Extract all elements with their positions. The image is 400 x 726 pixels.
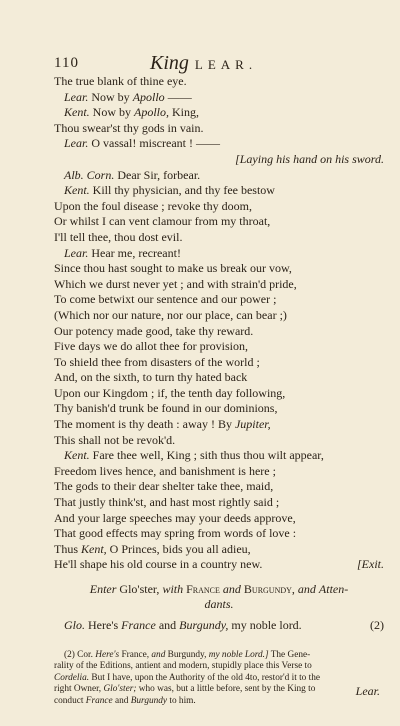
exit-direction: [Exit.: [357, 557, 384, 572]
note-marker: (2): [370, 618, 384, 632]
verse-line: Thus Kent, O Princes, bids you all adieu,: [54, 541, 251, 556]
verse-line: To come betwixt our sentence and our power ;: [54, 292, 277, 307]
verse-line: Kent. Kill thy physician, and thy fee bestow: [64, 183, 275, 198]
verse-line: Thy banish'd trunk be found in our dominions,: [54, 401, 278, 416]
verse-line: I'll tell thee, thou dost evil.: [54, 229, 183, 244]
verse-line: And, on the sixth, to turn thy hated back: [54, 370, 248, 385]
running-title: [150, 52, 257, 75]
verse-line: Thou swear'st thy gods in vain.: [54, 120, 204, 135]
verse-line: That justly think'st, and hast most rightly said ;: [54, 495, 280, 510]
verse-line: Five days we do allot thee for provision,: [54, 339, 248, 354]
speaker: Lear.: [64, 136, 89, 151]
play-title: King: [150, 52, 189, 74]
entry-direction: Enter Glo'ster, with France and Burgundy, and Atten- dants.: [89, 582, 349, 611]
speaker: Lear.: [64, 245, 89, 260]
catchword: Lear.: [355, 684, 380, 698]
verse-line: Glo. Here's France and Burgundy, my noble lord. (2): [64, 618, 384, 632]
verse-line: This shall not be revok'd.: [54, 432, 176, 447]
speaker: Kent.: [64, 105, 90, 120]
verse-line: Which we durst never yet ; and with strain'd pride,: [54, 276, 297, 291]
verse-line: Kent. Fare thee well, King ; sith thus thou wilt appear,: [64, 448, 324, 463]
verse-line: Lear. Now by Apollo ——: [64, 89, 192, 104]
verse-line: Or whilst I can vent clamour from my throat,: [54, 214, 271, 229]
speaker: Glo.: [64, 618, 85, 632]
running-header: [54, 52, 378, 74]
verse-line: Lear. Hear me, recreant!: [64, 245, 181, 260]
verse-line: The gods to their dear shelter take thee, maid,: [54, 479, 274, 494]
stage-direction: [Laying his hand on his sword.: [235, 151, 384, 166]
verse-line: He'll shape his old course in a country new. [Exit.: [54, 557, 384, 572]
footnote: (2) Cor. Here's France, and Burgundy, my noble Lord.] The Gene- rality of the Editions, antient and modern, stupidly place this Verse to Cordelia. But I have, upon the Authority of the old 4to, restor'd it to the right Owner, Glo'ster; who was, but a little before, sent by the King to conduct France and Burgundy to him.: [54, 649, 321, 706]
verse-line: The true blank of thine eye.: [54, 74, 187, 88]
verse-line: Our potency made good, take thy reward.: [54, 323, 254, 338]
verse-line: Lear. O vassal! miscreant ! ——: [64, 136, 220, 151]
verse-line: Freedom lives hence, and banishment is here ;: [54, 463, 276, 478]
speaker: Kent.: [64, 183, 90, 198]
verse-line: That good effects may spring from words of love :: [54, 526, 297, 541]
verse-line: Since thou hast sought to make us break our vow,: [54, 261, 292, 276]
speaker: Lear.: [64, 89, 89, 104]
speaker: Kent.: [64, 448, 90, 463]
verse-line: Kent. Now by Apollo, King,: [64, 105, 200, 120]
verse-line: To shield thee from disasters of the world ;: [54, 354, 260, 369]
page-number: 110: [54, 55, 79, 71]
verse-line: The moment is thy death : away ! By Jupiter,: [54, 417, 271, 432]
verse-line: (Which nor our nature, nor our place, can bear ;): [54, 307, 287, 322]
verse-line: Upon the foul disease ; revoke thy doom,: [54, 198, 252, 213]
play-name: LEAR.: [194, 57, 258, 72]
play-text: [54, 74, 384, 708]
verse-line: [54, 152, 384, 168]
verse-line: Alb. Corn. Dear Sir, forbear.: [64, 167, 201, 182]
verse-line: Upon our Kingdom ; if, the tenth day following,: [54, 385, 286, 400]
speaker: Alb. Corn.: [64, 167, 115, 182]
verse-line: And your large speeches may your deeds approve,: [54, 510, 296, 525]
